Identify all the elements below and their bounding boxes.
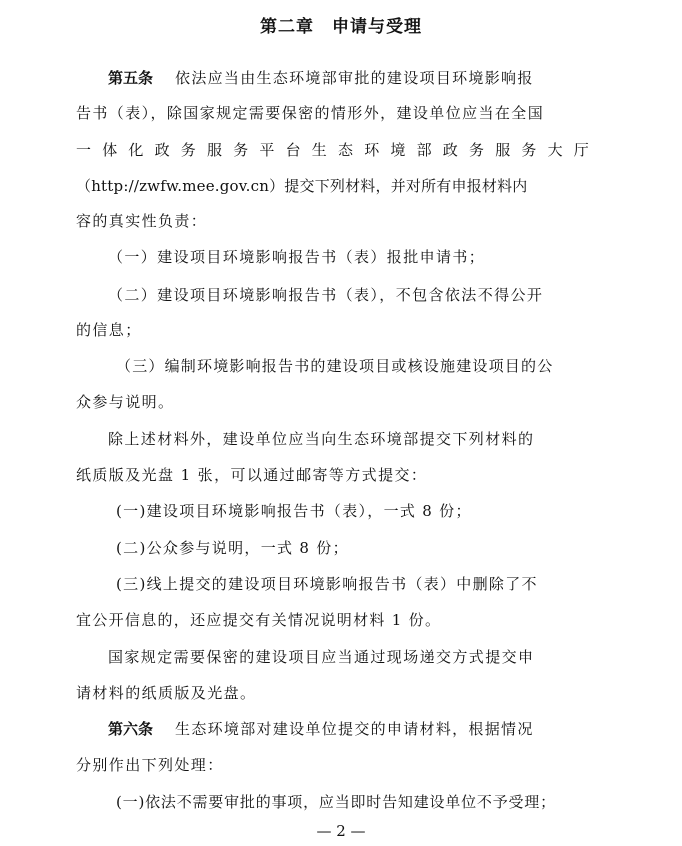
article6-item-1: (一)依法不需要审批的事项，应当即时告知建设单位不予受理； [116,793,556,811]
article5-line-1: 告书（表），除国家规定需要保密的情形外，建设单位应当在全国 [76,104,545,122]
article5-line-2: 一体化政务服务平台生态环境部政务服务大厅 [76,141,601,159]
article5-item-1: （一）建设项目环境影响报告书（表）报批申请书； [108,248,486,266]
paper-item-2: (二)公众参与说明，一式 8 份； [116,539,349,557]
article5-first-line [108,68,534,88]
article6-first-line [108,719,534,739]
chapter-title: 第二章 申请与受理 [260,17,422,37]
confidential-line-2: 请材料的纸质版及光盘。 [76,684,257,702]
article5-line-3: （http://zwfw.mee.gov.cn）提交下列材料，并对所有申报材料内 [76,177,528,195]
article6-line-1: 分别作出下列处理： [76,756,224,774]
article5-item-3-cont: 众参与说明。 [76,393,175,411]
article5-item-3: （三）编制环境影响报告书的建设项目或核设施建设项目的公 [116,357,554,375]
confidential-line-1: 国家规定需要保密的建设项目应当通过现场递交方式提交申 [108,648,535,666]
article6-label: 第六条 [108,720,154,738]
paper-intro-line-2: 纸质版及光盘 1 张，可以通过邮寄等方式提交： [76,466,428,484]
paper-intro-line-1: 除上述材料外，建设单位应当向生态环境部提交下列材料的 [108,430,535,448]
article5-label: 第五条 [108,69,154,87]
article5-line-4: 容的真实性负责： [76,212,208,230]
page-number: — 2 — [316,822,366,840]
article5-line-0: 依法应当由生态环境部审批的建设项目环境影响报 [175,69,534,87]
article5-item-2: （二）建设项目环境影响报告书（表），不包含依法不得公开 [108,286,544,304]
article6-line-0: 生态环境部对建设单位提交的申请材料，根据情况 [175,720,534,738]
paper-item-3-cont: 宜公开信息的，还应提交有关情况说明材料 1 份。 [76,611,442,629]
paper-item-3: (三)线上提交的建设项目环境影响报告书（表）中删除了不 [116,575,538,593]
article5-item-2-cont: 的信息； [76,321,142,339]
paper-item-1: (一)建设项目环境影响报告书（表），一式 8 份； [116,502,472,520]
